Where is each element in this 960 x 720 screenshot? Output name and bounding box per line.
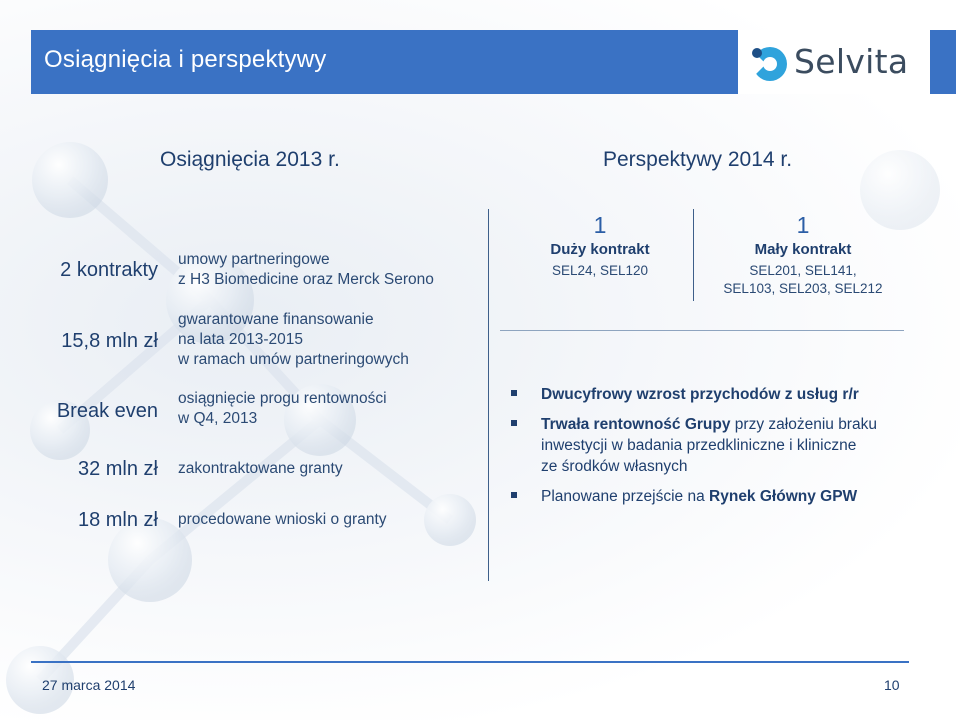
- footer-rule: [31, 661, 909, 663]
- stat-value-funding: 15,8 mln zł: [61, 330, 158, 352]
- page-title: Osiągnięcia i perspektywy: [44, 46, 327, 73]
- selvita-logo-icon: [748, 44, 790, 84]
- bullet-square-icon: [511, 492, 517, 498]
- perspectives-title: Perspektywy 2014 r.: [603, 148, 793, 171]
- stat-value-applications: 18 mln zł: [77, 509, 158, 531]
- stat-value-break-even: Break even: [56, 400, 158, 422]
- stat-value-contracts: 2 kontrakty: [60, 259, 158, 281]
- stat-value-grants: 32 mln zł: [77, 458, 158, 480]
- list-item: Dwucyfrowy wzrost przychodów z usług r/r: [511, 384, 911, 405]
- perspectives-list: [511, 384, 911, 507]
- stat-desc-break-even: osiągnięcie progu rentowności w Q4, 2013: [178, 390, 387, 427]
- page-number: 10: [884, 677, 900, 693]
- column-divider: [488, 209, 489, 581]
- bullet-square-icon: [511, 420, 517, 426]
- footer-date: 27 marca 2014: [42, 677, 136, 693]
- achievements-title: Osiągnięcia 2013 r.: [160, 148, 340, 171]
- perspectives-divider: [500, 330, 904, 331]
- small-contract-count: 1: [796, 212, 810, 238]
- small-contract-label: Mały kontrakt: [754, 241, 852, 258]
- large-contract-codes: SEL24, SEL120: [551, 263, 649, 278]
- list-item: Planowane przejście na Rynek Główny GPW: [511, 486, 911, 507]
- small-contract-codes: SEL201, SEL141, SEL103, SEL203, SEL212: [723, 263, 883, 296]
- stat-desc-applications: procedowane wnioski o granty: [178, 511, 387, 528]
- large-contract-label: Duży kontrakt: [550, 241, 650, 258]
- list-item: Trwała rentowność Grupy przy założeniu braku inwestycji w badania przedkliniczne i kliniczne ze środków własnych: [511, 414, 911, 477]
- large-contract-count: 1: [593, 212, 607, 238]
- logo-wordmark: Selvita: [794, 42, 909, 81]
- bullet-square-icon: [511, 390, 517, 396]
- stat-desc-funding: gwarantowane finansowanie na lata 2013-2015 w ramach umów partneringowych: [178, 311, 409, 368]
- stat-desc-contracts: umowy partneringowe z H3 Biomedicine oraz Merck Serono: [178, 251, 434, 288]
- stat-desc-grants: zakontraktowane granty: [178, 460, 343, 477]
